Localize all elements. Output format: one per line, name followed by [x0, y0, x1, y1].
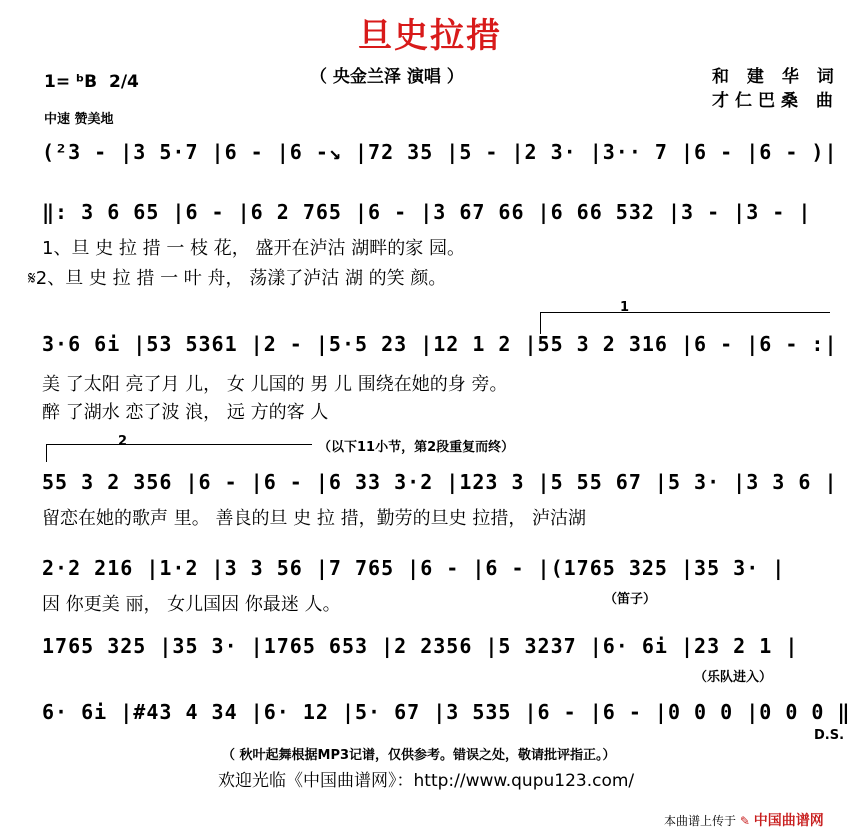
flute-note: （笛子） — [604, 592, 657, 607]
staff-row-chorus-1: 55 3 2 356 |6 - |6 - |6 33 3·2 |123 3 |5 55 67 |5 3· |3 3 6 | — [42, 470, 838, 494]
staff-row-interlude-1: 1765 325 |35 3· |1765 653 |2 2356 |5 3237 |6· 6i |23 2 1 | — [42, 634, 799, 658]
logo-icon: ✎ — [739, 814, 750, 828]
performer-line: （ 央金兰泽 演唱 ） — [310, 67, 464, 87]
logo-text[interactable]: 中国曲谱网 — [753, 813, 824, 829]
lyric-line-2b: 醉 了湖水 恋了波 浪， 远 方的客 人 — [42, 402, 329, 423]
band-note: （乐队进入） — [694, 670, 773, 685]
lyricist-credit: 和 建 华 词 — [712, 67, 840, 87]
key-label: 1= ᵇB — [44, 72, 98, 92]
volta-1-label: 1 — [620, 300, 630, 315]
tempo-marking: 中速 赞美地 — [44, 112, 114, 127]
volta-1-hook — [540, 312, 541, 334]
staff-row-interlude-2: 6· 6i |#43 4 34 |6· 12 |5· 67 |3 535 |6 - |6 - |0 0 0 |0 0 0 ‖ — [42, 700, 851, 724]
staff-row-chorus-2: 2·2 216 |1·2 |3 3 56 |7 765 |6 - |6 - |(1765 325 |35 3· | — [42, 556, 786, 580]
upload-note: 本曲谱上传于 — [664, 814, 737, 828]
composer-credit: 才仁巴桑 曲 — [712, 91, 839, 111]
time-signature: 2/4 — [109, 72, 139, 92]
song-title: 旦史拉措 — [358, 16, 502, 56]
lyric-line-1a: 1、旦 史 拉 措 一 枝 花， 盛开在泸沽 湖畔的家 园。 — [42, 238, 465, 259]
volta-2-bracket — [46, 444, 312, 445]
welcome-line[interactable]: 欢迎光临《中国曲谱网》：http://www.qupu123.com/ — [218, 771, 635, 791]
lyric-line-3: 留恋在她的歌声 里。 善良的旦 史 拉 措，勤劳的旦史 拉措， 泸沽湖 — [42, 508, 587, 529]
lyric-line-1b: 𝄋2、旦 史 拉 措 一 叶 舟， 荡漾了泸沽 湖 的笑 颜。 — [28, 268, 447, 289]
staff-row-verse-1: ‖: 3 6 65 |6 - |6 2 765 |6 - |3 67 66 |6 66 532 |3 - |3 - | — [42, 200, 812, 224]
lyric-line-4: 因 你更美 丽， 女儿国因 你最迷 人。 — [42, 594, 341, 615]
upload-info — [664, 810, 824, 830]
transcriber-note: （ 秋叶起舞根据MP3记谱，仅供参考。错误之处，敬请批评指正。） — [222, 748, 616, 763]
volta-2-hook — [46, 444, 47, 462]
volta-2-label: 2 — [118, 434, 128, 449]
key-signature — [44, 72, 139, 92]
repeat-note: （以下11小节，第2段重复而终） — [318, 440, 515, 455]
staff-row-intro: (²3 - |3 5·7 |6 - |6 -↘ |72 35 |5 - |2 3· |3·· 7 |6 - |6 - )| — [42, 140, 838, 164]
volta-1-bracket — [540, 312, 830, 313]
staff-row-verse-2: 3·6 6i |53 5361 |2 - |5·5 23 |12 1 2 |55 3 2 316 |6 - |6 - :| — [42, 332, 838, 356]
ds-marking: D.S. — [814, 728, 845, 743]
lyric-line-2a: 美 了太阳 亮了月 儿， 女 儿国的 男 儿 围绕在她的身 旁。 — [42, 374, 508, 395]
